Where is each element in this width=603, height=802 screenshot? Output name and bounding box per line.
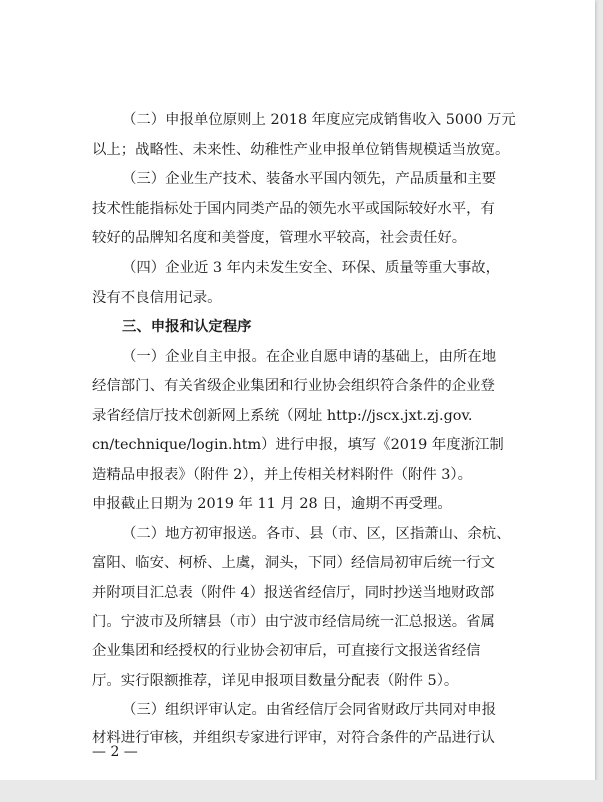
paragraph-line: （二）申报单位原则上 2018 年度应完成销售收入 5000 万元 (122, 112, 516, 128)
paragraph-line: 录省经信厅技术创新网上系统（网址 http://jscx.jxt.zj.gov. (92, 408, 473, 424)
paragraph-line: 材料进行审核，并组织专家进行评审，对符合条件的产品进行认 (92, 730, 495, 746)
paragraph-line: （三）企业生产技术、装备水平国内领先，产品质量和主要 (122, 171, 497, 187)
paragraph-line: 企业集团和经授权的行业协会初审后，可直接行文报送省经信 (92, 643, 481, 659)
paragraph-line: 造精品申报表》（附件 2），并上传相关材料附件（附件 3）。 (92, 467, 473, 483)
paragraph-line: 较好的品牌知名度和美誉度，管理水平较高，社会责任好。 (92, 230, 467, 246)
paragraph-line: （一）企业自主申报。在企业自愿申请的基础上，由所在地 (122, 349, 497, 365)
paragraph-line: 厅。实行限额推荐，详见申报项目数量分配表（附件 5）。 (92, 673, 459, 689)
paragraph-line: 并附项目汇总表（附件 4）报送省经信厅，同时抄送当地财政部 (92, 585, 495, 601)
paragraph-line: 申报截止日期为 2019 年 11 月 28 日，逾期不再受理。 (92, 496, 452, 512)
section-heading: 三、申报和认定程序 (122, 319, 252, 335)
paragraph-line: cn/technique/login.htm）进行申报，填写《2019 年度浙江制 (92, 437, 504, 453)
paragraph-line: （二）地方初审报送。各市、县（市、区，区指萧山、余杭、 (122, 526, 511, 542)
viewer-background (0, 780, 603, 802)
paragraph-line: 经信部门、有关省级企业集团和行业协会组织符合条件的企业登 (92, 378, 495, 394)
page-number: — 2 — (92, 744, 138, 760)
paragraph-line: （三）组织评审认定。由省经信厅会同省财政厅共同对申报 (122, 702, 497, 718)
paragraph-line: （四）企业近 3 年内未发生安全、环保、质量等重大事故， (122, 260, 501, 276)
paragraph-line: 以上；战略性、未来性、幼稚性产业申报单位销售规模适当放宽。 (92, 142, 510, 158)
paragraph-line: 技术性能指标处于国内同类产品的领先水平或国际较好水平，有 (92, 201, 495, 217)
paragraph-line: 门。宁波市及所辖县（市）由宁波市经信局统一汇总报送。省属 (92, 614, 495, 630)
paragraph-line: 没有不良信用记录。 (92, 290, 222, 306)
paragraph-line: 富阳、临安、柯桥、上虞，洞头，下同）经信局初审后统一行文 (92, 555, 495, 571)
